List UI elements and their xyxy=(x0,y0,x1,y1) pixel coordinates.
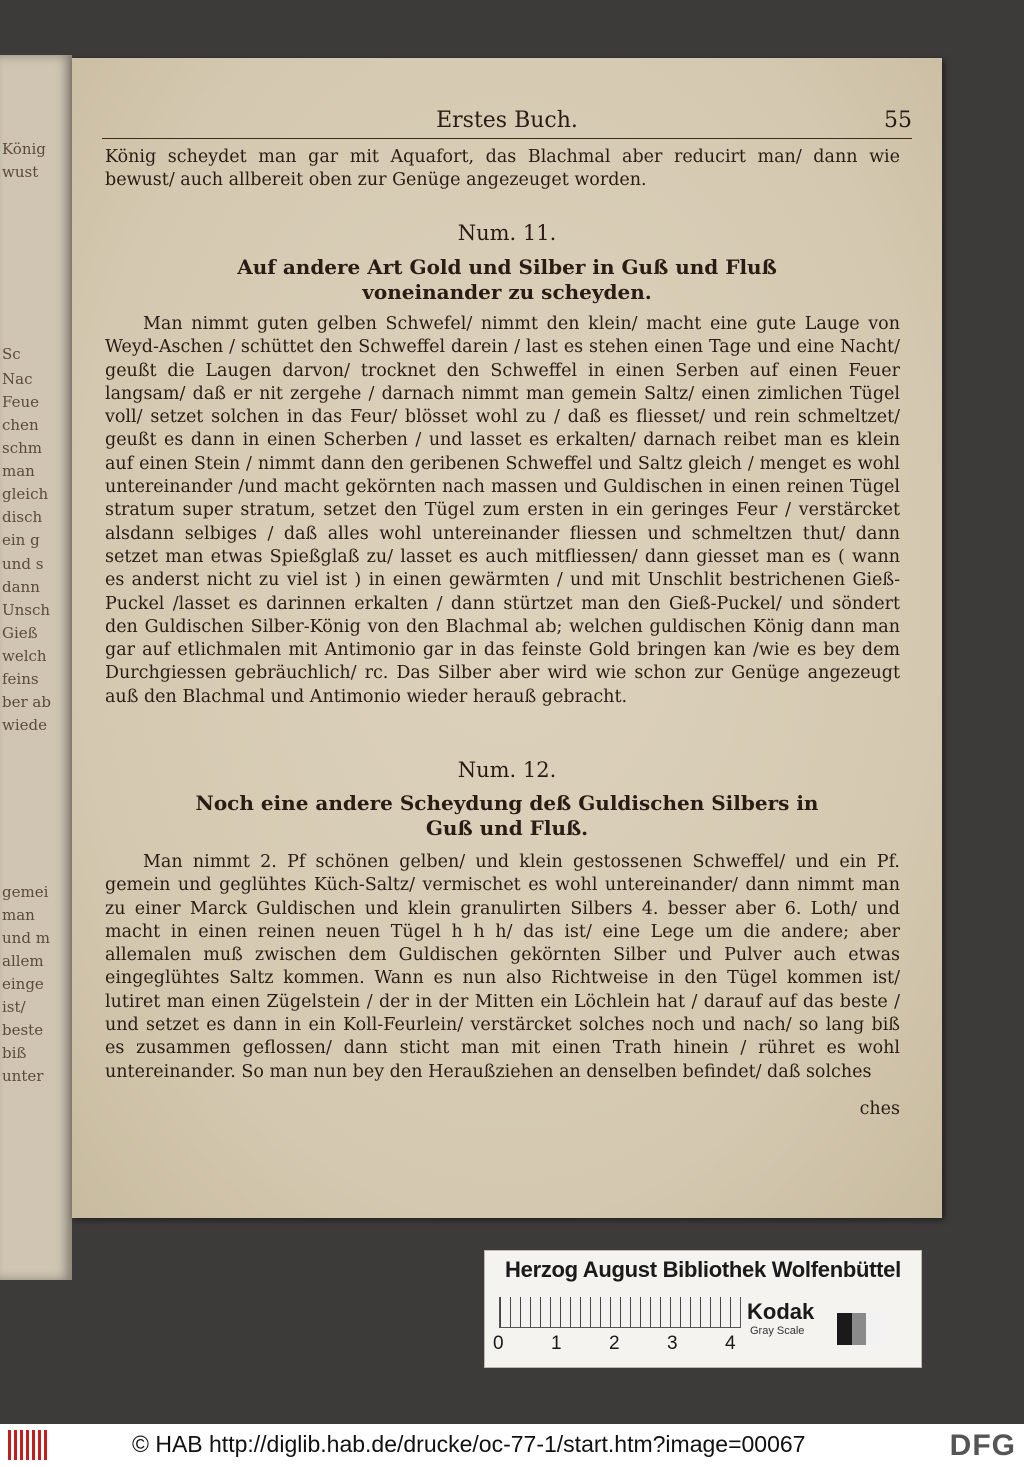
left-page-fragment: beste xyxy=(2,1021,44,1039)
left-facing-page xyxy=(0,55,72,1280)
section-body-11: Man nimmt guten gelben Schwefel/ nimmt den klein/ macht eine gute Lauge von Weyd-Aschen / schüttet den Schweffel darein / last es stehen einen Tage und eine Nacht/ geußt die Laugen darvon/ trocknet den Schweffel in einen Serben auf einen Feuer langsam/ daß er nit zergehe / darnach nimmt man gemein Saltz/ einen zimlichen Tügel voll/ setzet solchen in das Feur/ blösset wohl zu / daß es fliesset/ und rein schmeltzet/ geußt es dann in einen Scherben / und lasset es erkalten/ darnach reibet man es klein auf einen Stein / nimmt dann den geribenen Schweffel und Saltz gleich / menget es wohl untereinander /und macht gekörnten nach massen und Guldischen in einen reinen Tügel stratum super stratum, setzet den Tügel zum ersten in ein geringes Feur / verstärcket alsdann selbiges / daß alles wohl untereinander fliessen und schmeltzen thut/ dann setzet man etwas Spießglaß zu/ lasset es auch mitfliessen/ dann giesset man es ( wann es anderst nicht zu viel ist ) in einen gewärmten / und mit Unschlit bestrichenen Gieß-Puckel /lasset es darinnen erkalten / dann stürtzet man den Gieß-Puckel/ und söndert den Guldischen Silber-König von den Blachmal ab; welchen guldischen König dann man gar auf etlichmalen mit Antimonio gar in das feinste Gold bringen kan /wie es bey dem Durchgiessen gebräuchlich/ rc. Das Silber aber wird wie schon zur Genüge angezeugt auß den Blachmal und Antimonio wieder herauß gebracht. xyxy=(105,314,900,707)
left-page-fragment: unter xyxy=(2,1067,44,1085)
running-head-title: Erstes Buch. xyxy=(436,108,578,133)
left-page-fragment: Sc xyxy=(2,345,21,363)
color-calibration-target xyxy=(484,1250,922,1368)
kodak-brand: Kodak xyxy=(747,1299,815,1324)
left-page-fragment: wust xyxy=(2,163,39,181)
left-page-fragment: disch xyxy=(2,508,43,526)
ruler-number: 2 xyxy=(609,1333,620,1354)
section-body-12: Man nimmt 2. Pf schönen gelben/ und klein gestossenen Schweffel/ und ein Pf. gemein und geglühtes Küch-Saltz/ vermischet es wohl untereinander/ dann nimmt man zu einer Marck Guldischen und klein granulirten Silbers 4. besser aber 6. Loth/ und macht in einen reinen neuen Tügel h h h/ das ist/ eine Lege um die andere; aber allemalen muß zwischen dem Guldischen gekörnten Silber und Pulver auch etwas eingeglühtes Saltz kommen. Wann es nun also Richtweise in den Tügel kommen ist/ lutiret man einen Zügelstein / der in der Mitten ein Löchlein hat / darauf auf das beste / und setzet es dann in ein Koll-Feurlein/ verstärcket solches noch und nach/ so lang biß es zusammen geflossen/ dann sticht man mit einen Trath hinein / rühret es wohl untereinander. So man nun bey den Heraußziehen an denselben befindet/ daß solches xyxy=(105,852,900,1082)
section-number-11: Num. 11. xyxy=(457,221,557,245)
left-page-fragment: Gieß xyxy=(2,624,38,642)
left-page-fragment: und m xyxy=(2,929,50,947)
swatch-white xyxy=(866,1313,881,1345)
book-page xyxy=(72,58,942,1218)
ruler-number: 4 xyxy=(725,1333,736,1354)
gray-scale-label: Gray Scale xyxy=(750,1325,805,1337)
left-page-fragment: Nac xyxy=(2,370,33,388)
left-page-fragment: ein g xyxy=(2,531,40,549)
viewer-footer xyxy=(0,1424,1024,1467)
left-page-fragment: König xyxy=(2,140,46,158)
ruler-numbers xyxy=(493,1333,753,1357)
left-page-fragment: einge xyxy=(2,975,44,993)
left-page-fragment: ber ab xyxy=(2,693,51,711)
left-page-fragment: man xyxy=(2,462,35,480)
ruler-number: 3 xyxy=(667,1333,678,1354)
dfg-logo[interactable]: DFG xyxy=(949,1429,1016,1462)
left-page-fragment: gemei xyxy=(2,883,49,901)
swatch-gray xyxy=(852,1313,867,1345)
section-number-12: Num. 12. xyxy=(457,758,557,782)
left-page-fragment: feins xyxy=(2,670,39,688)
ruler-number: 1 xyxy=(551,1333,562,1354)
left-page-fragment: dann xyxy=(2,578,40,596)
left-page-fragment: wiede xyxy=(2,716,47,734)
left-page-fragment: chen xyxy=(2,416,39,434)
left-page-fragment: und s xyxy=(2,555,44,573)
running-head xyxy=(102,108,912,139)
left-page-fragment: Unsch xyxy=(2,601,51,619)
left-page-fragment: gleich xyxy=(2,485,49,503)
left-page-fragment: schm xyxy=(2,439,42,457)
library-name: Herzog August Bibliothek Wolfenbüttel xyxy=(505,1257,901,1282)
gray-swatches xyxy=(837,1313,881,1345)
catchword: ches xyxy=(859,1099,900,1119)
left-page-fragment: allem xyxy=(2,952,44,970)
measurement-ruler xyxy=(499,1297,741,1328)
section-title-12: Noch eine andere Scheydung deß Guldischen Silbers in Guß und Fluß. xyxy=(195,791,819,840)
left-page-fragment: welch xyxy=(2,647,47,665)
left-page-fragment: Feue xyxy=(2,393,40,411)
left-page-fragment: man xyxy=(2,906,35,924)
ruler-number: 0 xyxy=(493,1333,504,1354)
left-page-fragment: biß xyxy=(2,1044,27,1062)
page-number: 55 xyxy=(884,108,912,133)
section-title-11: Auf andere Art Gold und Silber in Guß und Fluß voneinander zu scheyden. xyxy=(237,255,777,304)
swatch-black xyxy=(837,1313,852,1345)
hab-logo-icon[interactable] xyxy=(8,1430,48,1460)
copyright-url[interactable]: © HAB http://diglib.hab.de/drucke/oc-77-1/start.htm?image=00067 xyxy=(132,1431,806,1457)
intro-paragraph: König scheydet man gar mit Aquafort, das Blachmal aber reducirt man/ dann wie bewust/ auch allbereit oben zur Genüge angezeuget worden. xyxy=(105,147,900,191)
left-page-fragment: ist/ xyxy=(2,998,26,1016)
